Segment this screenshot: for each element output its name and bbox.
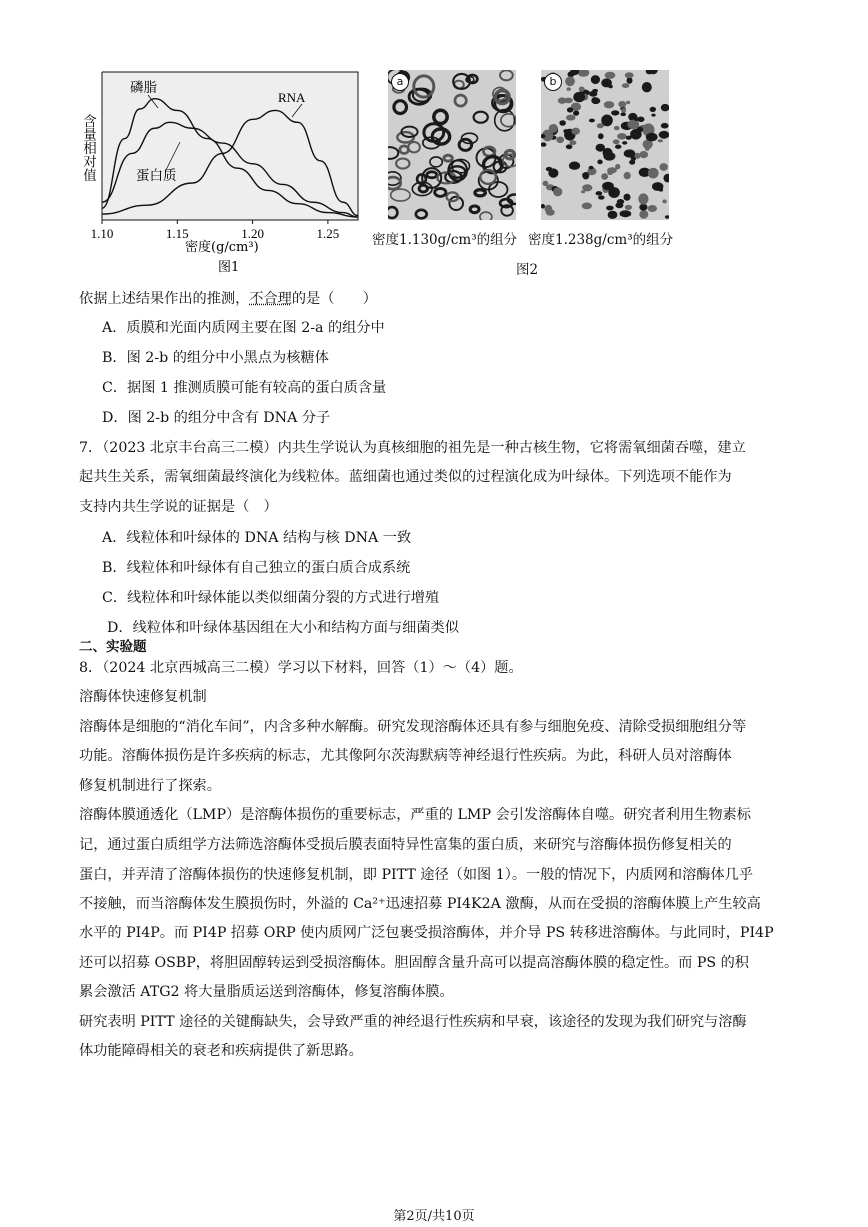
q8-para2-line-6: 还可以招募 OSBP，将胆固醇转运到受损溶酶体。胆固醇含量升高可以提高溶酶体膜的稳定性。而 PS 的积 [79,955,749,971]
micrograph-particle [601,78,612,87]
micrograph-particle [640,151,649,158]
micrograph-particle [634,117,639,121]
q8-para2-line-2: 记，通过蛋白质组学方法筛选溶酶体受损后膜表面特异性富集的蛋白质，来研究与溶酶体损伤修复相关的 [79,837,732,853]
x-tick-label: 1.25 [316,226,340,241]
q6-option-d[interactable]: D．图 2-b 的组分中含有 DNA 分子 [102,410,331,426]
micrograph-particle [613,139,620,144]
micrograph-particle [622,141,627,145]
micrograph-particle [620,113,626,117]
micrograph-particle [621,108,626,113]
section-heading: 二、实验题 [79,639,147,655]
x-axis-label: 密度(g/cm³) [185,240,259,255]
q8-para1-line-2: 功能。溶酶体损伤是许多疾病的标志，尤其像阿尔茨海默病等神经退行性疾病。为此，科研人员对溶酶体 [79,748,732,764]
q8-para2-line-5: 水平的 PI4P。而 PI4P 招募 ORP 使内质网广泛包裹受损溶酶体，并介导 PS 转移进溶酶体。与此同时，PI4P [79,925,774,941]
micrograph-particle [559,120,566,126]
micrograph-particle [589,91,597,97]
micrograph-particle [617,133,627,139]
micrograph-particle [651,114,655,117]
micrograph-particle [661,123,669,129]
micrograph-particle [566,144,573,149]
q7-stem-line-3: 支持内共生学说的证据是（ ） [79,499,278,515]
q6-stem-post: 的是（ ） [291,291,377,307]
y-axis-label: 含量相对值 [80,114,96,182]
micrograph-particle [624,149,636,157]
micrograph-particle [566,115,576,121]
q6-option-a[interactable]: A．质膜和光面内质网主要在图 2-a 的组分中 [102,320,385,336]
micrograph-particle [615,145,621,149]
micrograph-particle [659,131,669,139]
micrograph-particle [545,205,553,213]
x-tick-label: 1.10 [90,226,114,241]
q8-para2-line-1: 溶酶体膜通透化（LMP）是溶酶体损伤的重要标志，严重的 LMP 会引发溶酶体自噬。研究者利用生物素标 [79,807,751,823]
micrograph-particle [650,107,656,112]
micrograph-particle [629,160,635,165]
micrograph-particle [618,101,626,107]
panel-a-caption: 密度1.130g/cm³的组分 [372,232,518,248]
micrograph-particle [556,137,564,144]
micrograph-particle [569,162,580,170]
q7-option-a[interactable]: A．线粒体和叶绿体的 DNA 结构与核 DNA 一致 [102,530,412,546]
micrograph-particle [573,110,579,115]
micrograph-particle [607,167,617,173]
micrograph-particle [589,119,595,123]
micrograph-particle [614,126,620,130]
micrograph-particle [646,133,658,142]
q8-passage-title: 溶酶体快速修复机制 [79,689,207,705]
micrograph-particle [601,173,608,180]
micrograph-particle [625,205,632,210]
micrograph-particle [581,190,585,193]
q8-para2-line-7: 累会激活 ATG2 将大量脂质运送到溶酶体，修复溶酶体膜。 [79,984,454,1000]
q6-option-c[interactable]: C．据图 1 推测质膜可能有较高的蛋白质含量 [102,380,387,396]
micrograph-a [388,70,516,220]
q8-para2-line-3: 蛋白，并弄清了溶酶体损伤的快速修复机制，即 PITT 途径（如图 1）。一般的情况下，内质网和溶酶体几乎 [79,867,754,883]
micrograph-particle [627,120,639,130]
q8-intro: 8．（2024 北京西城高三二模）学习以下材料，回答（1）～（4）题。 [79,660,523,676]
micrograph-particle [622,83,630,88]
q8-para1-line-3: 修复机制进行了探索。 [79,778,221,794]
micrograph-particle [605,72,616,79]
micrograph-particle [589,166,594,170]
figures-row [70,62,710,282]
micrograph-particle [569,140,576,145]
micrograph-particle [639,204,647,211]
curve-label-rna: RNA [278,90,306,105]
density-chart [70,62,370,282]
micrograph-particle [543,181,549,186]
q8-para1-line-1: 溶酶体是细胞的“消化车间”，内含多种水解酶。研究发现溶酶体还具有参与细胞免疫、清除受损细胞组分等 [79,719,747,735]
micrograph-particle [642,82,652,92]
micrograph-particle [660,163,668,171]
micrograph-particle [573,92,585,102]
micrograph-particle [592,97,599,102]
micrograph-particle [645,147,649,150]
micrograph-particle [598,133,604,139]
q7-option-b[interactable]: B．线粒体和叶绿体有自己独立的蛋白质合成系统 [102,560,411,576]
micrograph-particle [615,202,623,208]
q7-stem-line-2: 起共生关系，需氧细菌最终演化为线粒体。蓝细菌也通过类似的过程演化成为叶绿体。下列选项不能作为 [79,469,732,485]
micrograph-particle [567,107,573,112]
q6-stem [79,288,377,308]
micrograph-particle [558,97,567,103]
micrograph-particle [602,182,614,191]
micrograph-particle [597,123,604,128]
micrograph-particle [624,172,631,179]
micrograph-particle [624,194,631,201]
micrograph-particle [553,187,562,196]
micrograph-particle [659,188,663,192]
x-tick-label: 1.15 [165,226,189,241]
micrograph-particle [626,101,630,104]
micrograph-particle [546,167,553,171]
micrograph-particle [563,129,569,133]
q8-para3-line-1: 研究表明 PITT 途径的关键酶缺失，会导致严重的神经退行性疾病和早衰，该途径的发现为我们研究与溶酶 [79,1014,747,1030]
micrograph-b [541,70,669,220]
x-tick-label: 1.20 [241,226,264,241]
micrograph-particle [661,104,669,111]
micrograph-particle [606,206,614,211]
micrograph-particle [582,203,592,210]
micrograph-particle [648,168,659,179]
q7-stem-line-1: 7．（2023 北京丰台高三二模）内共生学说认为真核细胞的祖先是一种古核生物，它将需氧细菌吞噬，建立 [79,440,746,456]
q8-para3-line-2: 体功能障碍相关的衰老和疾病提供了新思路。 [79,1043,363,1059]
micrograph-particle [662,199,666,203]
micrograph-particle [598,195,605,199]
figure-1-caption: 图1 [218,260,240,275]
micrograph-particle [648,205,657,212]
micrograph-particle [608,211,618,219]
curve-label-protein: 蛋白质 [136,168,177,184]
micrograph-particle [625,72,634,78]
figure-2-caption: 图2 [516,262,539,278]
micrograph-particle [611,110,619,115]
curve-label-phospholipid: 磷脂 [130,80,157,96]
q7-option-c[interactable]: C．线粒体和叶绿体能以类似细菌分裂的方式进行增殖 [102,590,440,606]
micrograph-particle [591,75,600,84]
micrograph-particle [596,144,606,152]
micrograph-particle [634,153,640,159]
q6-option-b[interactable]: B．图 2-b 的组分中小黑点为核糖体 [102,350,329,366]
micrograph-particle [597,160,602,165]
micrograph-particle [620,210,632,217]
micrograph-particle [658,139,663,142]
micrograph-particle [639,210,648,219]
micrograph-particle [604,101,614,108]
panel-a-label: a [391,73,409,91]
micrograph-particle [571,128,580,135]
micrograph-particle [579,87,585,92]
panel-b-caption: 密度1.238g/cm³的组分 [528,232,674,248]
micrograph-particle [582,172,589,179]
micrograph-particle [567,87,571,90]
figure-2 [372,62,710,282]
figure-1 [70,62,370,282]
panel-b-label: b [544,73,562,91]
q8-para2-line-4: 不接触，而当溶酶体发生膜损伤时，外溢的 Ca²⁺迅速招募 PI4K2A 激酶，从而在受损的溶酶体膜上产生较高 [79,896,761,912]
q6-stem-pre: 依据上述结果作出的推测， [79,291,250,307]
micrograph-particle [638,193,648,204]
micrograph-particle [565,76,575,86]
micrograph-particle [596,191,603,195]
q7-option-d[interactable]: D．线粒体和叶绿体基因组在大小和结构方面与细菌类似 [107,620,459,636]
page-footer: 第2页/共10页 [393,1209,475,1224]
q6-stem-emphasis: 不合理 [249,291,292,307]
